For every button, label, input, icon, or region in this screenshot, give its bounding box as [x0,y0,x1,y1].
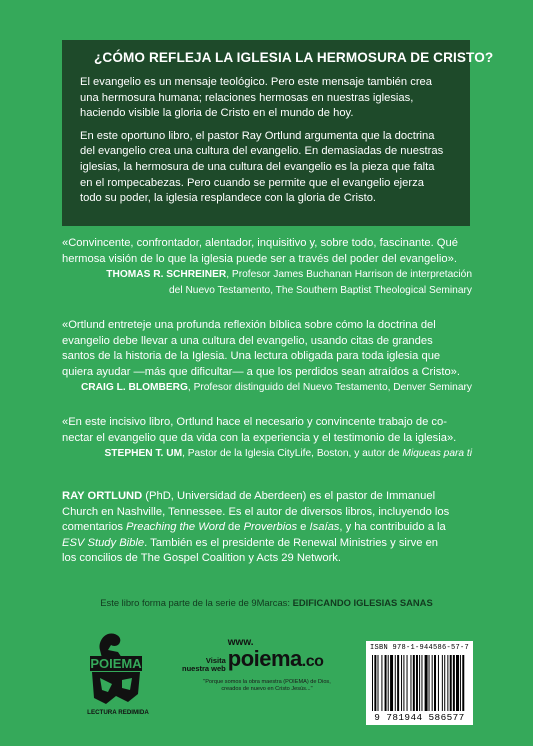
barcode-bar [447,655,448,711]
author-name: RAY ORTLUND [62,490,143,502]
text-line: "Porque somos la obra maestra (POIEMA) de Dios, [203,679,331,685]
barcode-bar [460,655,461,711]
endorser-title: , Pastor de la Iglesia CityLife, Boston, y autor de [182,448,403,460]
barcode-bar [425,655,428,711]
barcode-bar [462,655,464,711]
author-bio [62,489,472,567]
endorser-title: , Profesor James Buchanan Harrison de interpretación [226,269,472,281]
text-line: todo su poder, la iglesia resplandece con la gloria de Cristo. [80,192,377,205]
barcode-bar [416,655,418,711]
text-line: evangelio debe llevar a una cultura del evangelio, usando citas de grandes [62,334,433,347]
website-row [182,637,352,673]
text-run: , y ha contribuido a la [339,521,446,534]
logo-text: POIEMA [90,656,142,671]
website-url[interactable] [228,637,324,673]
barcode-bar [407,655,408,711]
series-note [0,597,533,608]
text-line: «Ortlund entreteje una profunda reflexión bíblica sobre cómo la doctrina del [62,319,436,331]
barcode-bar [385,655,387,711]
barcode-bar [374,655,376,711]
series-name: EDIFICANDO IGLESIAS SANAS [292,597,433,608]
text-line: los concilios de The Gospel Coalition y Acts 29 Network. [62,552,341,565]
endorser-name: STEPHEN T. UM [104,448,183,460]
text-line: en el rompecabezas. Pero cuando se permite que el evangelio ejerza [80,176,424,189]
summary-panel [62,40,494,226]
barcode-bar [438,655,439,711]
book-title: Proverbios [243,521,298,534]
panel-paragraph-1 [80,75,456,122]
endorsement-2 [62,318,472,396]
barcode-bar [413,655,415,711]
text-run: comentarios [62,521,127,534]
endorser-name: THOMAS R. SCHREINER [106,269,227,281]
bio-paragraph [62,489,472,567]
endorsement-attribution [62,446,472,462]
endorser-name: CRAIG L. BLOMBERG [80,382,188,394]
series-text: Este libro forma parte de la serie de 9Marcas: [100,597,293,608]
www-prefix: www. [227,637,254,648]
text-line: nuestra web [182,664,226,673]
text-line: hermosa visión de lo que la iglesia puede ser a través del poder del evangelio». [62,252,457,265]
endorsement-quote [62,318,472,380]
logo-subtext: LECTURA REDIMIDA [87,709,149,716]
text-line: quiera ayudar —más que dificultar— a que los perdidos sean atraídos a Cristo». [62,365,460,378]
publisher-website [182,637,352,693]
poiema-logo [78,632,158,718]
endorsement-attribution [62,380,472,396]
barcode-bars [372,655,467,711]
barcode-bar [378,655,379,711]
text-line: Church en Nashville, Tennessee. Es el autor de diversos libros, incluyendo los [62,505,450,518]
text-line: El evangelio es un mensaje teológico. Pero este mensaje también crea [80,76,432,88]
text-line: una hermosura humana; relaciones hermosas en nuestras iglesias, [80,91,414,104]
text-run: . También es el presidente de Renewal Ministries y sirve en [144,536,439,549]
barcode-bar [456,655,459,711]
endorsement-attribution [62,267,472,298]
barcode-bar [434,655,436,711]
book-title: Isaías [309,521,340,534]
barcode-number: 9 781944 586577 [374,712,465,723]
endorsement-quote [62,415,472,446]
isbn-text: ISBN 978-1-944586-57-7 [369,644,469,652]
barcode-bar [444,655,445,711]
book-title: Preaching the Word [126,521,225,534]
text-line: santos de la historia de la Iglesia. Una lectura obligada para toda iglesia que [62,350,441,363]
barcode-bar [442,655,443,711]
barcode-bar [395,655,396,711]
text-line: nectar el evangelio que da vida con la experiencia y el testimonio de la iglesia». [62,431,457,444]
barcode-bar [453,655,455,711]
panel-paragraph-2 [80,129,456,207]
barcode-bar [450,655,452,711]
text-line: Visita [205,656,226,665]
poiema-logo-mark [78,632,158,718]
text-line: iglesias, la hermosura de una cultura del evangelio es la pieza que falta [80,160,435,173]
book-title: ESV Study Bible [62,536,145,549]
endorsement-quote [62,236,472,267]
endorser-title: , Profesor distinguido del Nuevo Testamento, Denver Seminary [187,382,472,394]
barcode-bar [372,655,373,711]
text-line: «En este incisivo libro, Ortlund hace el necesario y convincente trabajo de co- [62,416,447,428]
domain-name: poiema [227,646,302,671]
text-run: e [297,521,310,534]
barcode-bar [401,655,402,711]
domain-tld: .co [301,653,324,670]
barcode-bar [388,655,389,711]
isbn-barcode [366,641,473,725]
barcode-bar [419,655,420,711]
barcode-bar [429,655,430,711]
text-run: de [224,521,244,534]
text-line: «Convincente, confrontador, alentador, inquisitivo y, sobre todo, fascinante. Qué [62,237,458,249]
visit-label [182,657,226,673]
panel-title: ¿CÓMO REFLEJA LA IGLESIA LA HERMOSURA DE CRISTO? [94,50,494,65]
book-title: Miqueas para ti [402,448,472,460]
publisher-tagline [182,679,352,693]
barcode-bar [432,655,433,711]
text-line: del evangelio crea una cultura del evangelio. En demasiadas de nuestras [80,145,444,158]
endorsement-1 [62,236,472,298]
text-line: (PhD, Universidad de Aberdeen) es el pastor de Immanuel [142,490,436,502]
barcode-bar [381,655,382,711]
text-line: creados de nuevo en Cristo Jesús..." [221,686,313,692]
barcode-bar [390,655,393,711]
endorser-title: del Nuevo Testamento, The Southern Baptist Theological Seminary [169,284,472,296]
barcode-bar [403,655,404,711]
endorsement-3 [62,415,472,462]
barcode-bar [397,655,399,711]
barcode-bar [410,655,411,711]
text-line: haciendo visible la gloria de Cristo en el mundo de hoy. [80,107,354,120]
text-line: En este oportuno libro, el pastor Ray Ortlund argumenta que la doctrina [80,129,435,142]
barcode-bar [421,655,422,711]
